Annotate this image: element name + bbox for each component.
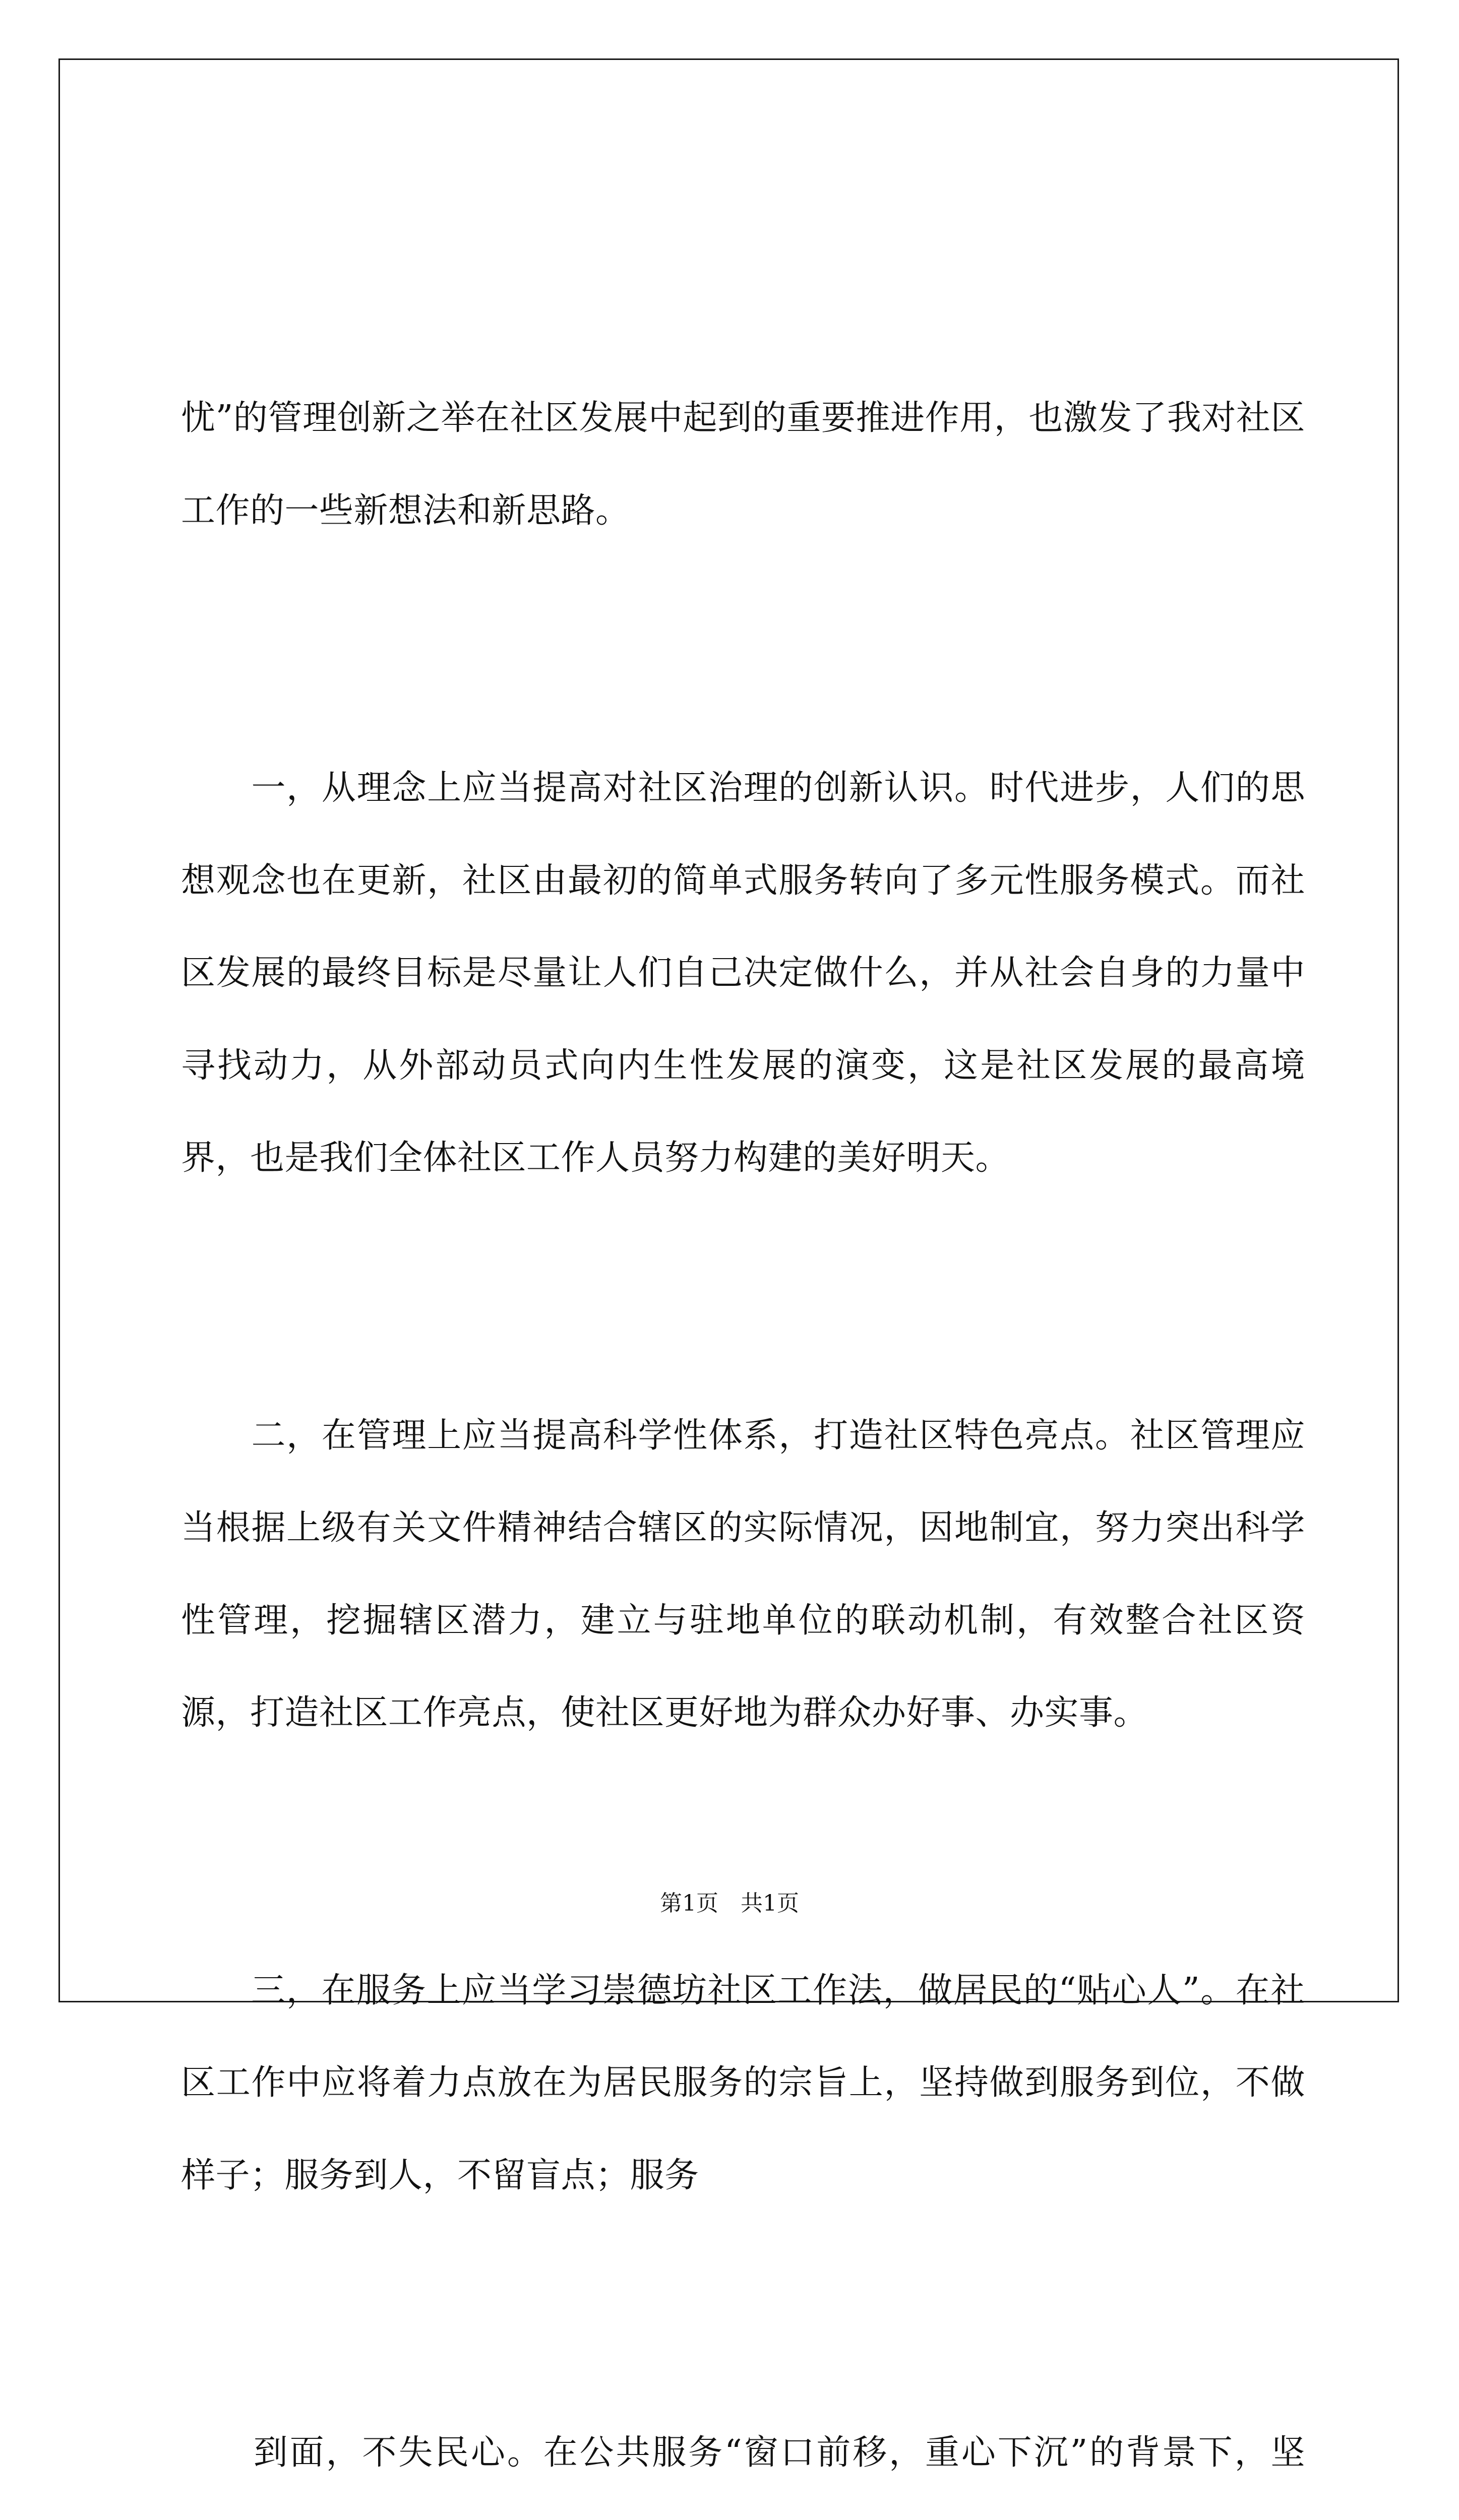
paragraph-4: 三，在服务上应当学习崇德坊社区工作法，做居民的“贴心人”。在社区工作中应将着力点放在为居民服务的宗旨上，坚持做到服务到位，不做样子；服务到人，不留盲点；服务	[181, 1970, 1305, 2195]
paragraph-5: 到面，不失民心。在公共服务“窗口前移，重心下沉”的背景下，坚	[253, 2433, 1305, 2473]
paragraph-2: 一，从理念上应当提高对社区治理的创新认识。时代进步，人们的思想观念也在更新，社区由最初的简单式服务转向了多元性服务模式。而社区发展的最终目标是尽量让人们自己决定做什么，并从社会自身的力量中寻找动力，从外部动员式向内生性发展的演变，这是社区发展的最高境界，也是我们全体社区工作人员努力构建的美好明天。	[181, 768, 1305, 1178]
document-body	[181, 187, 1305, 2520]
paragraph-1: 忧”的管理创新之举在社区发展中起到的重要推进作用，也激发了我对社区工作的一些新想法和新思路。	[181, 398, 1305, 531]
paragraph-3: 二，在管理上应当提高科学性体系，打造社区特色亮点。社区管理应当根据上级有关文件精神结合辖区的实际情况，因地制宜，努力突出科学性管理，挖掘辖区潜力，建立与驻地单位的联动机制，有效整合社区资源，打造社区工作亮点，使社区更好地为群众办好事、办实事。	[181, 1415, 1305, 1733]
page-number-footer: 第1页 共1页	[660, 1891, 799, 1916]
